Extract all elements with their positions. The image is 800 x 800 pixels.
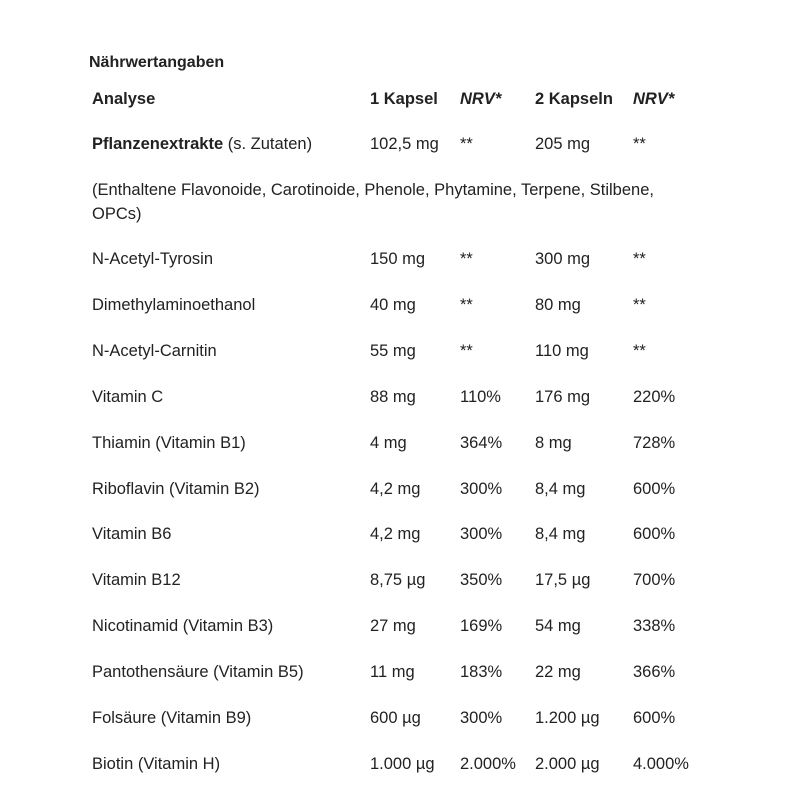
plant-extracts-note: (Enthaltene Flavonoide, Carotinoide, Phenole, Phytamine, Terpene, Stilbene, OPCs): [92, 181, 654, 223]
nrv-2-value: 366%: [633, 663, 676, 682]
dose-2-value: 8,4 mg: [535, 525, 586, 544]
nutrient-name: Biotin (Vitamin H): [92, 754, 221, 773]
dose-2-value: 8,4 mg: [535, 479, 586, 498]
nrv-2-value: 600%: [633, 709, 676, 727]
dose-1-value: 600 µg: [370, 709, 421, 727]
nutrient-name: N-Acetyl-Tyrosin: [92, 250, 214, 268]
dose-1-value: 55 mg: [370, 341, 416, 360]
header-nrv-1: NRV*: [460, 90, 502, 108]
dose-1-value: 40 mg: [370, 295, 416, 314]
nutrient-name: N-Acetyl-Carnitin: [92, 341, 217, 360]
dose-2-value: 1.200 µg: [535, 709, 600, 727]
dose-2-value: 110 mg: [535, 341, 589, 360]
nrv-1-value: 110%: [460, 387, 501, 406]
nrv-2-value: 220%: [633, 387, 676, 406]
dose-2-value: 54 mg: [535, 617, 581, 636]
nrv-1-value: **: [460, 341, 473, 360]
nrv-1-value: 183%: [460, 663, 503, 682]
nrv-1-value: 364%: [460, 433, 503, 452]
nrv-2-value: 600%: [633, 479, 676, 498]
dose-2-value: 80 mg: [535, 295, 581, 314]
dose-2-value: 176 mg: [535, 387, 591, 406]
dose-1-value: 150 mg: [370, 250, 426, 268]
dose-1-value: 11 mg: [370, 663, 415, 682]
nrv-2-value: 338%: [633, 617, 676, 636]
nrv-2-value: 4.000%: [633, 754, 689, 773]
nrv-1-value: **: [460, 295, 473, 314]
nrv-1-value: **: [460, 250, 473, 268]
dose-1-value: 8,75 µg: [370, 571, 426, 590]
nrv-1-value: 300%: [460, 479, 503, 498]
header-nrv-2: NRV*: [633, 90, 675, 108]
nutrient-name: Vitamin B12: [92, 571, 181, 590]
dose-2-value: 2.000 µg: [535, 754, 600, 773]
nutrition-title: Nährwertangaben: [89, 54, 225, 71]
nutrient-name: Folsäure (Vitamin B9): [92, 709, 252, 727]
plant-extracts-dose-1: 102,5 mg: [370, 135, 439, 153]
nrv-2-value: **: [633, 295, 646, 314]
nrv-1-value: 2.000%: [460, 754, 516, 773]
nrv-1-value: 300%: [460, 709, 503, 727]
dose-1-value: 88 mg: [370, 387, 416, 406]
nrv-1-value: 169%: [460, 617, 503, 636]
plant-extracts-name-bold: Pflanzenextrakte: [92, 135, 224, 153]
nrv-2-value: 700%: [633, 571, 676, 590]
nrv-2-value: 728%: [633, 433, 676, 452]
dose-2-value: 8 mg: [535, 433, 572, 452]
dose-2-value: 300 mg: [535, 250, 591, 268]
dose-1-value: 27 mg: [370, 617, 416, 636]
nutrient-name: Riboflavin (Vitamin B2): [92, 479, 260, 498]
dose-1-value: 1.000 µg: [370, 754, 435, 773]
nrv-1-value: 300%: [460, 525, 503, 544]
nutrient-name: Pantothensäure (Vitamin B5): [92, 663, 304, 682]
nutrient-name: Dimethylaminoethanol: [92, 295, 256, 314]
nutrient-name: Thiamin (Vitamin B1): [92, 433, 246, 452]
nrv-2-value: **: [633, 341, 646, 360]
dose-1-value: 4 mg: [370, 433, 407, 452]
dose-2-value: 22 mg: [535, 663, 581, 682]
plant-extracts-nrv-1: **: [460, 135, 473, 153]
header-dose-2: 2 Kapseln: [535, 90, 613, 108]
nrv-1-value: 350%: [460, 571, 503, 590]
nutrient-name: Vitamin C: [92, 387, 164, 406]
dose-1-value: 4,2 mg: [370, 479, 421, 498]
nutrient-name: Vitamin B6: [92, 525, 172, 544]
plant-extracts-name-rest: (s. Zutaten): [223, 135, 313, 153]
header-dose-1: 1 Kapsel: [370, 90, 438, 108]
header-analyse: Analyse: [92, 90, 156, 108]
plant-extracts-dose-2: 205 mg: [535, 135, 591, 153]
nrv-2-value: 600%: [633, 525, 676, 544]
plant-extracts-nrv-2: **: [633, 135, 646, 153]
plant-extracts-name: [92, 133, 312, 155]
nutrient-name: Nicotinamid (Vitamin B3): [92, 617, 274, 636]
dose-2-value: 17,5 µg: [535, 571, 591, 590]
nrv-2-value: **: [633, 250, 646, 268]
dose-1-value: 4,2 mg: [370, 525, 421, 544]
